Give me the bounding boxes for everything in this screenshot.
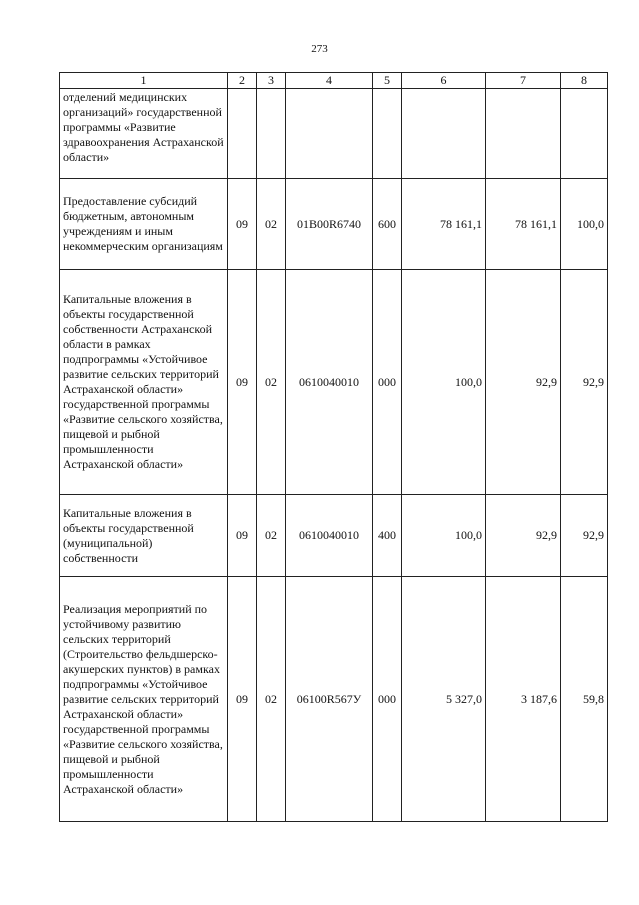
row-planned xyxy=(402,89,486,179)
row-percent: 59,8 xyxy=(561,577,608,822)
table-row xyxy=(60,577,608,822)
row-planned: 78 161,1 xyxy=(402,179,486,270)
row-planned: 100,0 xyxy=(402,495,486,577)
row-target-code: 06100R567У xyxy=(286,577,373,822)
header-cell-3: 3 xyxy=(257,73,286,89)
header-cell-5: 5 xyxy=(373,73,402,89)
row-section: 09 xyxy=(228,179,257,270)
header-cell-7: 7 xyxy=(486,73,561,89)
table-header-row xyxy=(60,73,608,89)
budget-table xyxy=(59,72,608,822)
table-row xyxy=(60,495,608,577)
row-name: Предоставление субсидий бюджетным, автономным учреждениям и иным некоммерческим организациям xyxy=(60,179,228,270)
table-row xyxy=(60,89,608,179)
row-subsection xyxy=(257,89,286,179)
row-subsection: 02 xyxy=(257,179,286,270)
header-cell-6: 6 xyxy=(402,73,486,89)
row-section: 09 xyxy=(228,577,257,822)
header-cell-4: 4 xyxy=(286,73,373,89)
row-subsection: 02 xyxy=(257,577,286,822)
row-subsection: 02 xyxy=(257,270,286,495)
row-percent: 100,0 xyxy=(561,179,608,270)
row-planned: 100,0 xyxy=(402,270,486,495)
row-target-code: 0610040010 xyxy=(286,495,373,577)
row-name: отделений медицинских организаций» государственной программы «Развитие здравоохранения Астраханской области» xyxy=(60,89,228,179)
row-expense-type: 000 xyxy=(373,270,402,495)
row-target-code: 0610040010 xyxy=(286,270,373,495)
row-actual: 78 161,1 xyxy=(486,179,561,270)
row-actual: 92,9 xyxy=(486,495,561,577)
row-percent: 92,9 xyxy=(561,270,608,495)
table-row xyxy=(60,179,608,270)
row-expense-type: 000 xyxy=(373,577,402,822)
header-cell-2: 2 xyxy=(228,73,257,89)
row-expense-type: 400 xyxy=(373,495,402,577)
header-cell-8: 8 xyxy=(561,73,608,89)
row-name: Капитальные вложения в объекты государственной (муниципальной) собственности xyxy=(60,495,228,577)
header-cell-1: 1 xyxy=(60,73,228,89)
row-expense-type: 600 xyxy=(373,179,402,270)
row-percent xyxy=(561,89,608,179)
row-subsection: 02 xyxy=(257,495,286,577)
row-actual: 3 187,6 xyxy=(486,577,561,822)
row-expense-type xyxy=(373,89,402,179)
row-section xyxy=(228,89,257,179)
row-name: Капитальные вложения в объекты государственной собственности Астраханской области в рамках подпрограммы «Устойчивое развитие сельских территорий Астраханской области» государственной программы «Развитие сельского хозяйства, пищевой и рыбной промышленности Астраханской области» xyxy=(60,270,228,495)
row-target-code xyxy=(286,89,373,179)
row-target-code: 01В00R6740 xyxy=(286,179,373,270)
row-percent: 92,9 xyxy=(561,495,608,577)
row-actual xyxy=(486,89,561,179)
table-row xyxy=(60,270,608,495)
row-actual: 92,9 xyxy=(486,270,561,495)
row-section: 09 xyxy=(228,270,257,495)
row-planned: 5 327,0 xyxy=(402,577,486,822)
page-number: 273 xyxy=(311,43,328,55)
row-section: 09 xyxy=(228,495,257,577)
row-name: Реализация мероприятий по устойчивому развитию сельских территорий (Строительство фельдшерско-акушерских пунктов) в рамках подпрограммы «Устойчивое развитие сельских территорий Астраханской области» государственной программы «Развитие сельского хозяйства, пищевой и рыбной промышленности Астраханской области» xyxy=(60,577,228,822)
